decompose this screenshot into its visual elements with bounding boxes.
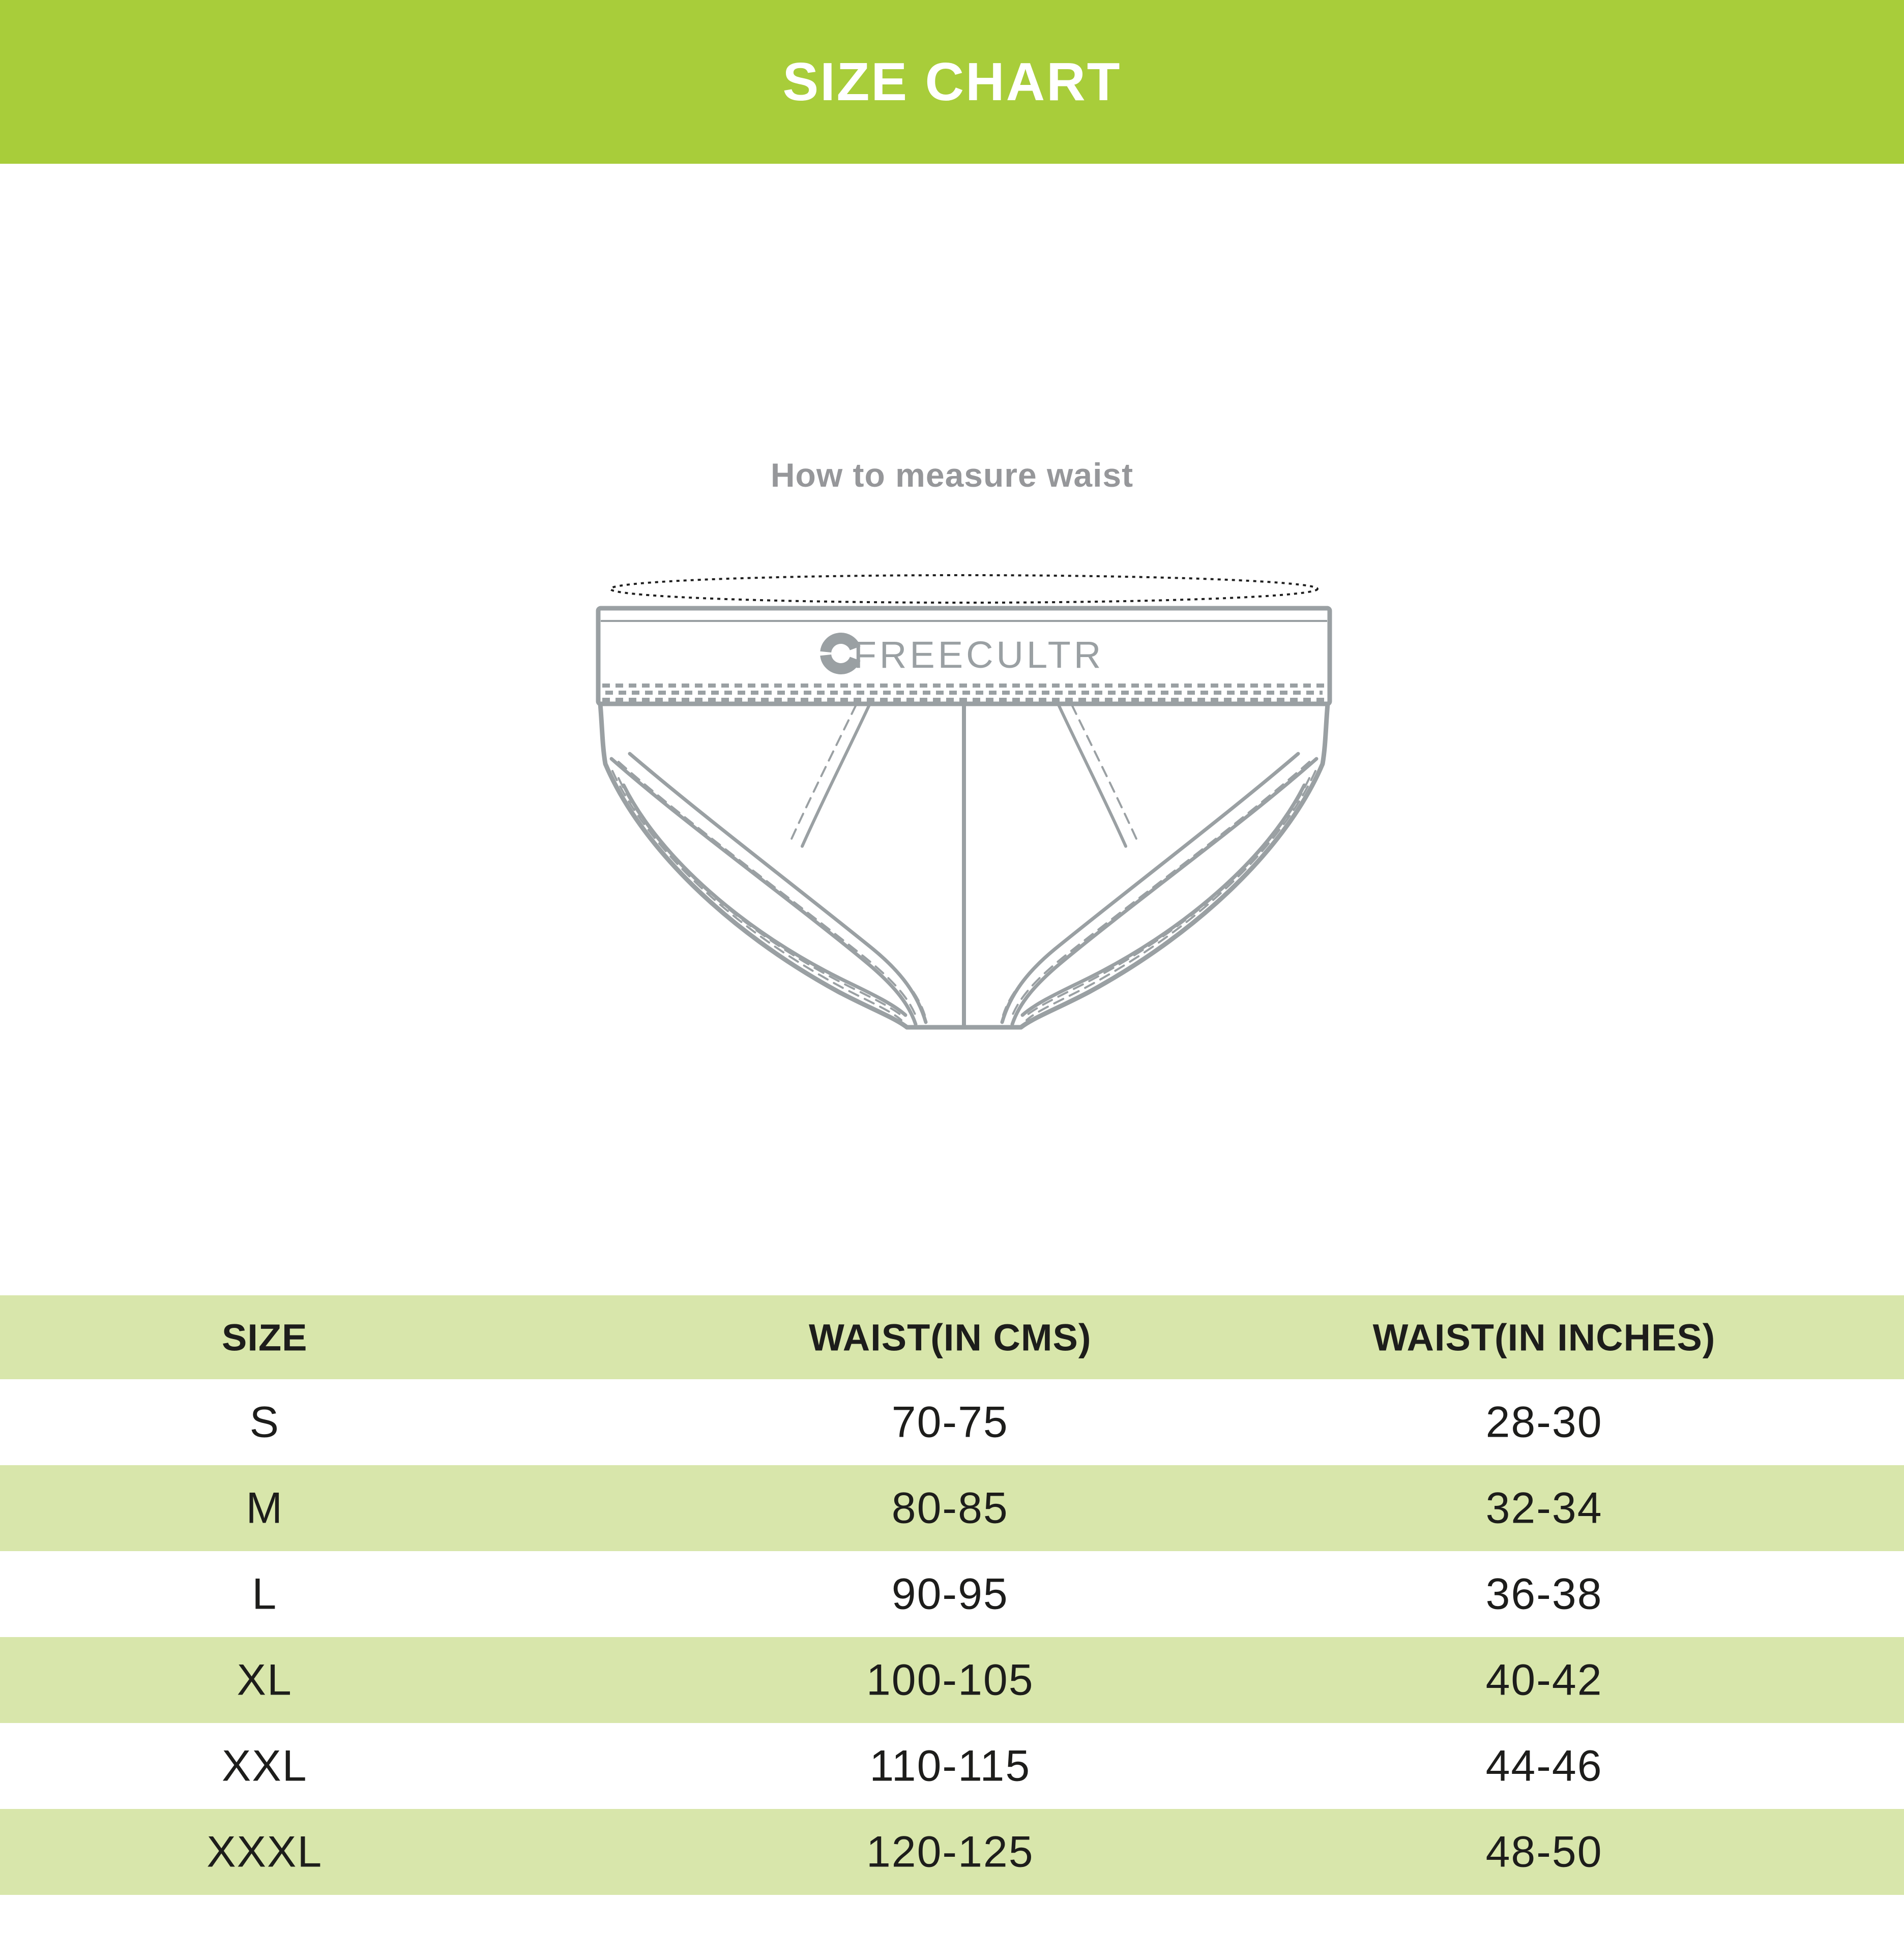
cell-inches: 48-50 (1485, 1827, 1603, 1876)
cell-inches: 36-38 (1485, 1569, 1603, 1618)
cell-cms: 80-85 (891, 1483, 1009, 1532)
col-header-cms: WAIST(IN CMS) (808, 1316, 1092, 1358)
table-row (0, 1809, 1904, 1895)
size-table (0, 1295, 1904, 1895)
cell-inches: 32-34 (1485, 1483, 1603, 1532)
cell-size: XXL (221, 1741, 308, 1790)
col-header-size: SIZE (222, 1316, 308, 1358)
cell-size: XXXL (207, 1827, 323, 1876)
measuring-tape-ellipse (610, 575, 1317, 603)
cell-size: M (246, 1483, 284, 1532)
table-header-row (0, 1295, 1904, 1379)
col-header-inches: WAIST(IN INCHES) (1372, 1316, 1716, 1358)
cell-cms: 120-125 (866, 1827, 1034, 1876)
header-bar (0, 0, 1904, 164)
cell-cms: 90-95 (891, 1569, 1009, 1618)
cell-cms: 100-105 (866, 1655, 1034, 1704)
briefs-illustration (575, 557, 1338, 1041)
cell-inches: 44-46 (1485, 1741, 1603, 1790)
measure-title: How to measure waist (770, 456, 1134, 494)
cell-cms: 70-75 (891, 1398, 1009, 1446)
cell-size: L (252, 1569, 278, 1618)
cell-inches: 28-30 (1485, 1398, 1603, 1446)
table-row (0, 1723, 1904, 1809)
table-row (0, 1379, 1904, 1465)
page-title: SIZE CHART (782, 51, 1122, 112)
cell-inches: 40-42 (1485, 1655, 1603, 1704)
table-row (0, 1551, 1904, 1637)
table-row (0, 1637, 1904, 1723)
freecultr-logo (826, 634, 1104, 676)
cell-size: S (249, 1398, 280, 1446)
freecultr-logo-text: FREECULTR (853, 634, 1104, 676)
cell-size: XL (237, 1655, 292, 1704)
cell-cms: 110-115 (869, 1741, 1031, 1790)
table-row (0, 1465, 1904, 1551)
